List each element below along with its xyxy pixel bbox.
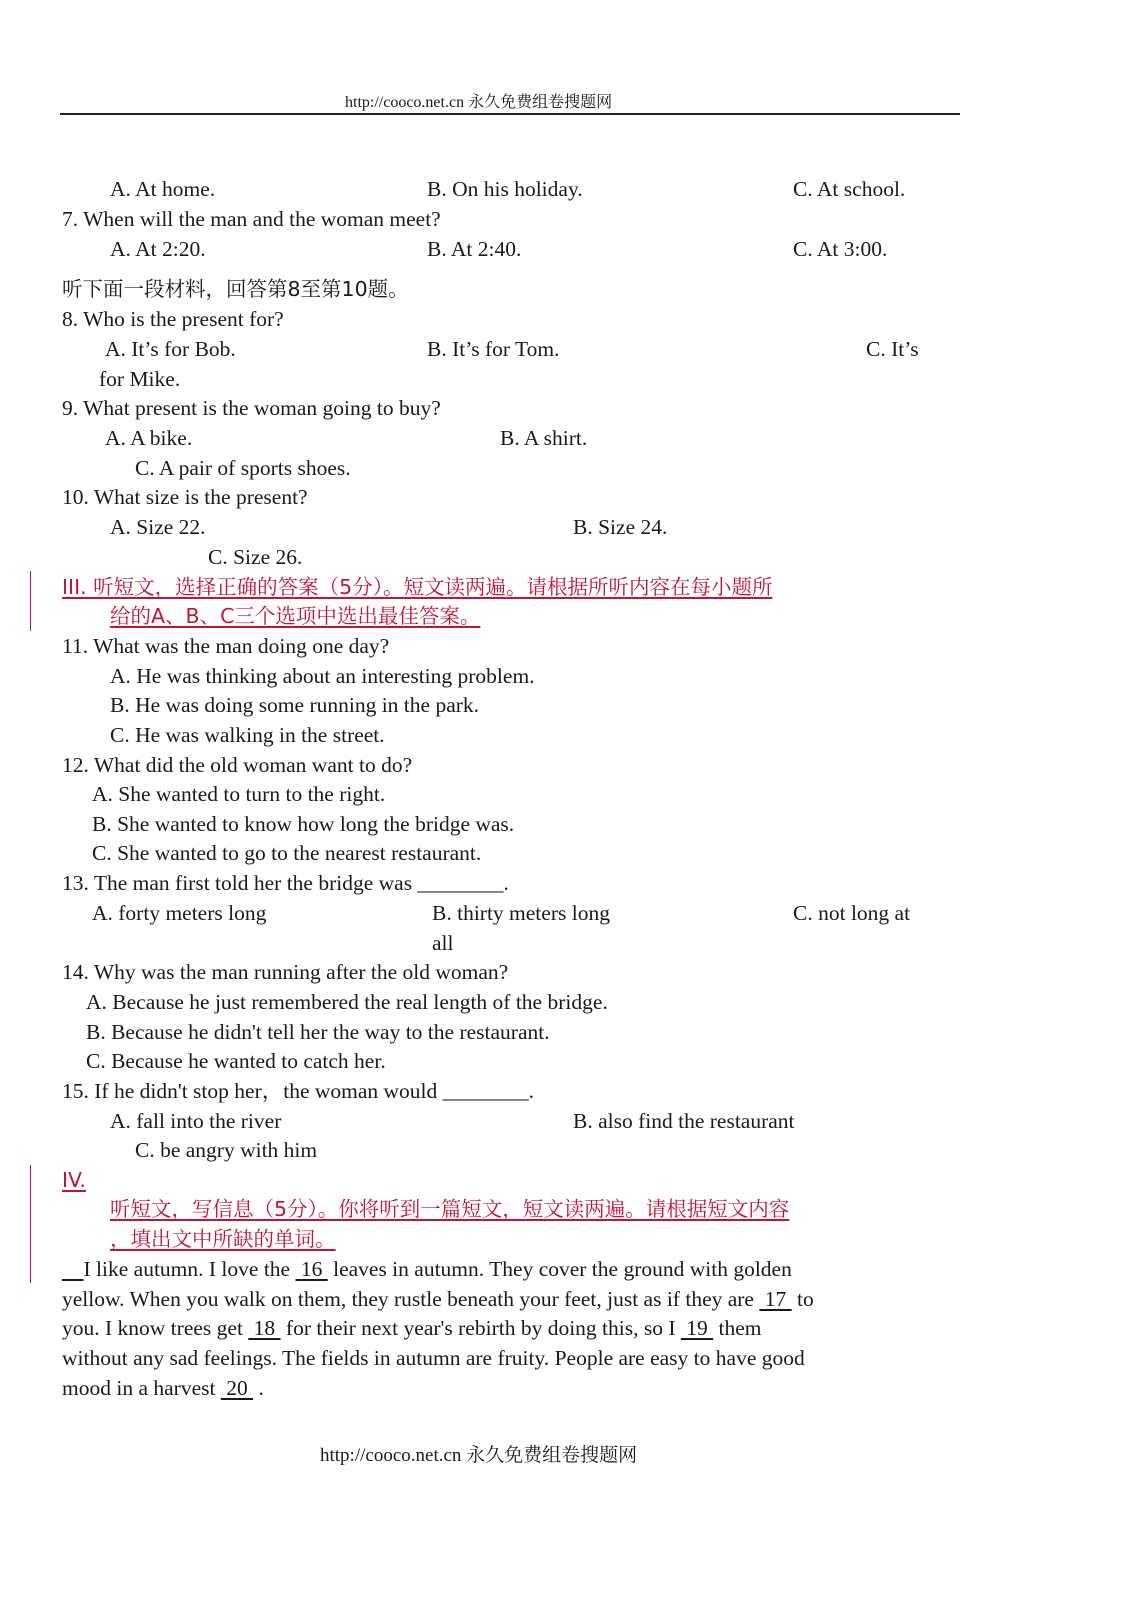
section3-heading-line2: 给的A、B、C三个选项中选出最佳答案。 <box>110 604 481 628</box>
q11-stem: 11. What was the man doing one day? <box>62 634 390 658</box>
passage-text: I like autumn. I love the <box>83 1257 296 1281</box>
passage-line-5 <box>62 1375 264 1401</box>
section4-heading-line2: ，填出文中所缺的单词。 <box>110 1227 336 1251</box>
q10-stem: 10. What size is the present? <box>62 485 308 509</box>
q15-option-a: A. fall into the river <box>110 1109 282 1133</box>
q12-option-c: C. She wanted to go to the nearest restaurant. <box>92 841 482 865</box>
passage-line-2 <box>62 1286 814 1312</box>
q13-option-c-part2: all <box>432 931 454 955</box>
q9-option-c: C. A pair of sports shoes. <box>135 456 351 480</box>
q14-option-a: A. Because he just remembered the real length of the bridge. <box>86 990 608 1014</box>
passage-text: for their next year's rebirth by doing this, so I <box>280 1316 681 1340</box>
q10-option-c: C. Size 26. <box>208 545 303 569</box>
q8-option-c-part2: for Mike. <box>99 367 181 391</box>
blank-18[interactable]: 18 <box>248 1316 281 1340</box>
q12-stem: 12. What did the old woman want to do? <box>62 753 413 777</box>
passage-text: mood in a harvest <box>62 1376 221 1400</box>
q10-option-a: A. Size 22. <box>110 515 206 539</box>
q13-option-b: B. thirty meters long <box>432 901 610 925</box>
blank-16[interactable]: 16 <box>295 1257 328 1281</box>
q9-stem: 9. What present is the woman going to buy? <box>62 396 441 420</box>
q15-stem: 15. If he didn't stop her，the woman would ________. <box>62 1079 535 1103</box>
q6-option-a: A. At home. <box>110 177 216 201</box>
q14-stem: 14. Why was the man running after the old woman? <box>62 960 509 984</box>
q8-option-b: B. It’s for Tom. <box>427 337 560 361</box>
q12-option-a: A. She wanted to turn to the right. <box>92 782 386 806</box>
q6-option-c: C. At school. <box>793 177 906 201</box>
passage-line-1 <box>62 1256 792 1282</box>
q8-option-c-part1: C. It’s <box>866 337 919 361</box>
q13-stem: 13. The man first told her the bridge was ________. <box>62 871 509 895</box>
q12-option-b: B. She wanted to know how long the bridge was. <box>92 812 515 836</box>
q15-option-c: C. be angry with him <box>135 1138 318 1162</box>
passage-text: leaves in autumn. They cover the ground with golden <box>327 1257 792 1281</box>
q7-option-a: A. At 2:20. <box>110 237 206 261</box>
passage-text: you. I know trees get <box>62 1316 249 1340</box>
q11-option-c: C. He was walking in the street. <box>110 723 385 747</box>
blank-19[interactable]: 19 <box>680 1316 714 1340</box>
intro-q8-10: 听下面一段材料，回答第8至第10题。 <box>62 277 409 301</box>
q6-option-b: B. On his holiday. <box>427 177 583 201</box>
page-footer: http://cooco.net.cn 永久免费组卷搜题网 <box>320 1445 638 1466</box>
q15-option-b: B. also find the restaurant <box>573 1109 795 1133</box>
section3-heading-line1: III. 听短文，选择正确的答案（5分）。短文读两遍。请根据所听内容在每小题所 <box>62 575 773 599</box>
revision-bar-section3 <box>30 571 31 631</box>
passage-text: yellow. When you walk on them, they rustle beneath your feet, just as if they are <box>62 1287 760 1311</box>
q9-option-a: A. A bike. <box>105 426 193 450</box>
passage-text: to <box>791 1287 814 1311</box>
q11-option-b: B. He was doing some running in the park. <box>110 693 480 717</box>
q13-option-c-part1: C. not long at <box>793 901 911 925</box>
passage-line-4: without any sad feelings. The fields in autumn are fruity. People are easy to have good <box>62 1346 805 1370</box>
passage-text: . <box>253 1376 264 1400</box>
q7-option-c: C. At 3:00. <box>793 237 888 261</box>
section4-number: IV. <box>62 1168 86 1192</box>
q8-option-a: A. It’s for Bob. <box>105 337 236 361</box>
passage-text: them <box>713 1316 762 1340</box>
blank-17[interactable]: 17 <box>759 1287 792 1311</box>
q10-option-b: B. Size 24. <box>573 515 668 539</box>
page-header: http://cooco.net.cn 永久免费组卷搜题网 <box>345 94 613 111</box>
q11-option-a: A. He was thinking about an interesting problem. <box>110 664 535 688</box>
q13-option-a: A. forty meters long <box>92 901 267 925</box>
q7-stem: 7. When will the man and the woman meet? <box>62 207 441 231</box>
blank-20[interactable]: 20 <box>220 1376 254 1400</box>
q7-option-b: B. At 2:40. <box>427 237 522 261</box>
revision-bar-section4 <box>30 1165 31 1283</box>
passage-line-3 <box>62 1315 762 1341</box>
header-rule <box>60 113 960 115</box>
indent-blank <box>62 1256 84 1282</box>
q9-option-b: B. A shirt. <box>500 426 588 450</box>
section4-heading-line1: 听短文，写信息（5分）。你将听到一篇短文，短文读两遍。请根据短文内容 <box>110 1197 790 1221</box>
q14-option-b: B. Because he didn't tell her the way to the restaurant. <box>86 1020 550 1044</box>
q14-option-c: C. Because he wanted to catch her. <box>86 1049 386 1073</box>
q8-stem: 8. Who is the present for? <box>62 307 284 331</box>
